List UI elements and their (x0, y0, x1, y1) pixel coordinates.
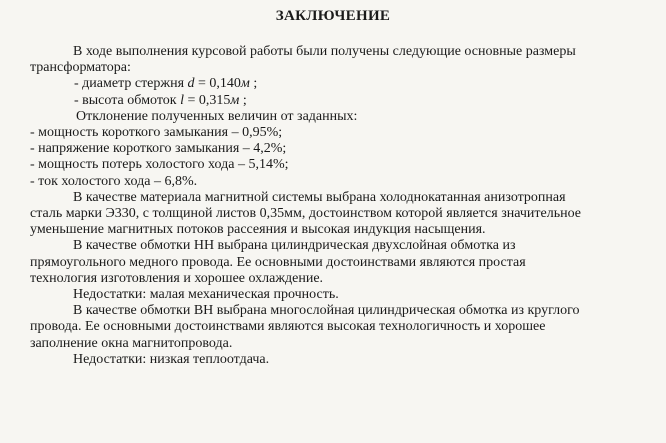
diameter-line (30, 76, 640, 92)
vn-line-1: В качестве обмотки ВН выбрана многослойная цилиндрическая обмотка из круглого (73, 303, 580, 319)
height-unit: м (230, 92, 240, 108)
height-value: = 0,315 (187, 92, 231, 108)
deviation-item: - мощность потерь холостого хода – 5,14%; (30, 157, 289, 173)
magnetic-line-2: сталь марки Э330, с толщиной листов 0,35мм, достоинством которой является значительное (30, 206, 581, 222)
diameter-variable: d (187, 76, 195, 92)
nn-line-2: прямоугольного медного провода. Ее основными достоинствами являются простая (30, 254, 526, 270)
intro-line-2: трансформатора: (30, 60, 131, 76)
height-end: ; (242, 92, 247, 108)
vn-line-2: провода. Ее основными достоинствами являются высокая технологичность и хорошее (30, 319, 546, 335)
diameter-unit: м (240, 76, 250, 92)
intro-line-1: В ходе выполнения курсовой работы были получены следующие основные размеры (73, 44, 576, 59)
nn-drawback: Недостатки: малая механическая прочность. (73, 287, 339, 303)
deviation-item: - мощность короткого замыкания – 0,95%; (30, 125, 283, 141)
vn-line-3: заполнение окна магнитопровода. (30, 335, 233, 351)
document-body (30, 44, 640, 368)
document-title: ЗАКЛЮЧЕНИЕ (275, 8, 391, 24)
magnetic-line-1: В качестве материала магнитной системы выбрана холоднокатанная анизотропная (73, 189, 566, 205)
deviation-item: - ток холостого хода – 6,8%. (30, 173, 198, 189)
diameter-prefix: - диаметр стержня (74, 76, 185, 92)
deviations-heading: Отклонение полученных величин от заданных: (76, 108, 358, 124)
magnetic-line-3: уменьшение магнитных потоков рассеяния и высокая индукция насыщения. (30, 222, 486, 238)
height-variable: l (180, 92, 184, 108)
nn-line-1: В качестве обмотки НН выбрана цилиндрическая двухслойная обмотка из (73, 238, 516, 254)
nn-line-3: технология изготовления и хорошее охлаждение. (30, 270, 324, 286)
deviation-item: - напряжение короткого замыкания – 4,2%; (30, 141, 287, 157)
vn-drawback: Недостатки: низкая теплоотдача. (73, 351, 270, 367)
diameter-end: ; (253, 76, 258, 92)
height-prefix: - высота обмоток (74, 92, 177, 108)
diameter-value: = 0,140 (198, 76, 241, 92)
height-line (30, 93, 640, 109)
